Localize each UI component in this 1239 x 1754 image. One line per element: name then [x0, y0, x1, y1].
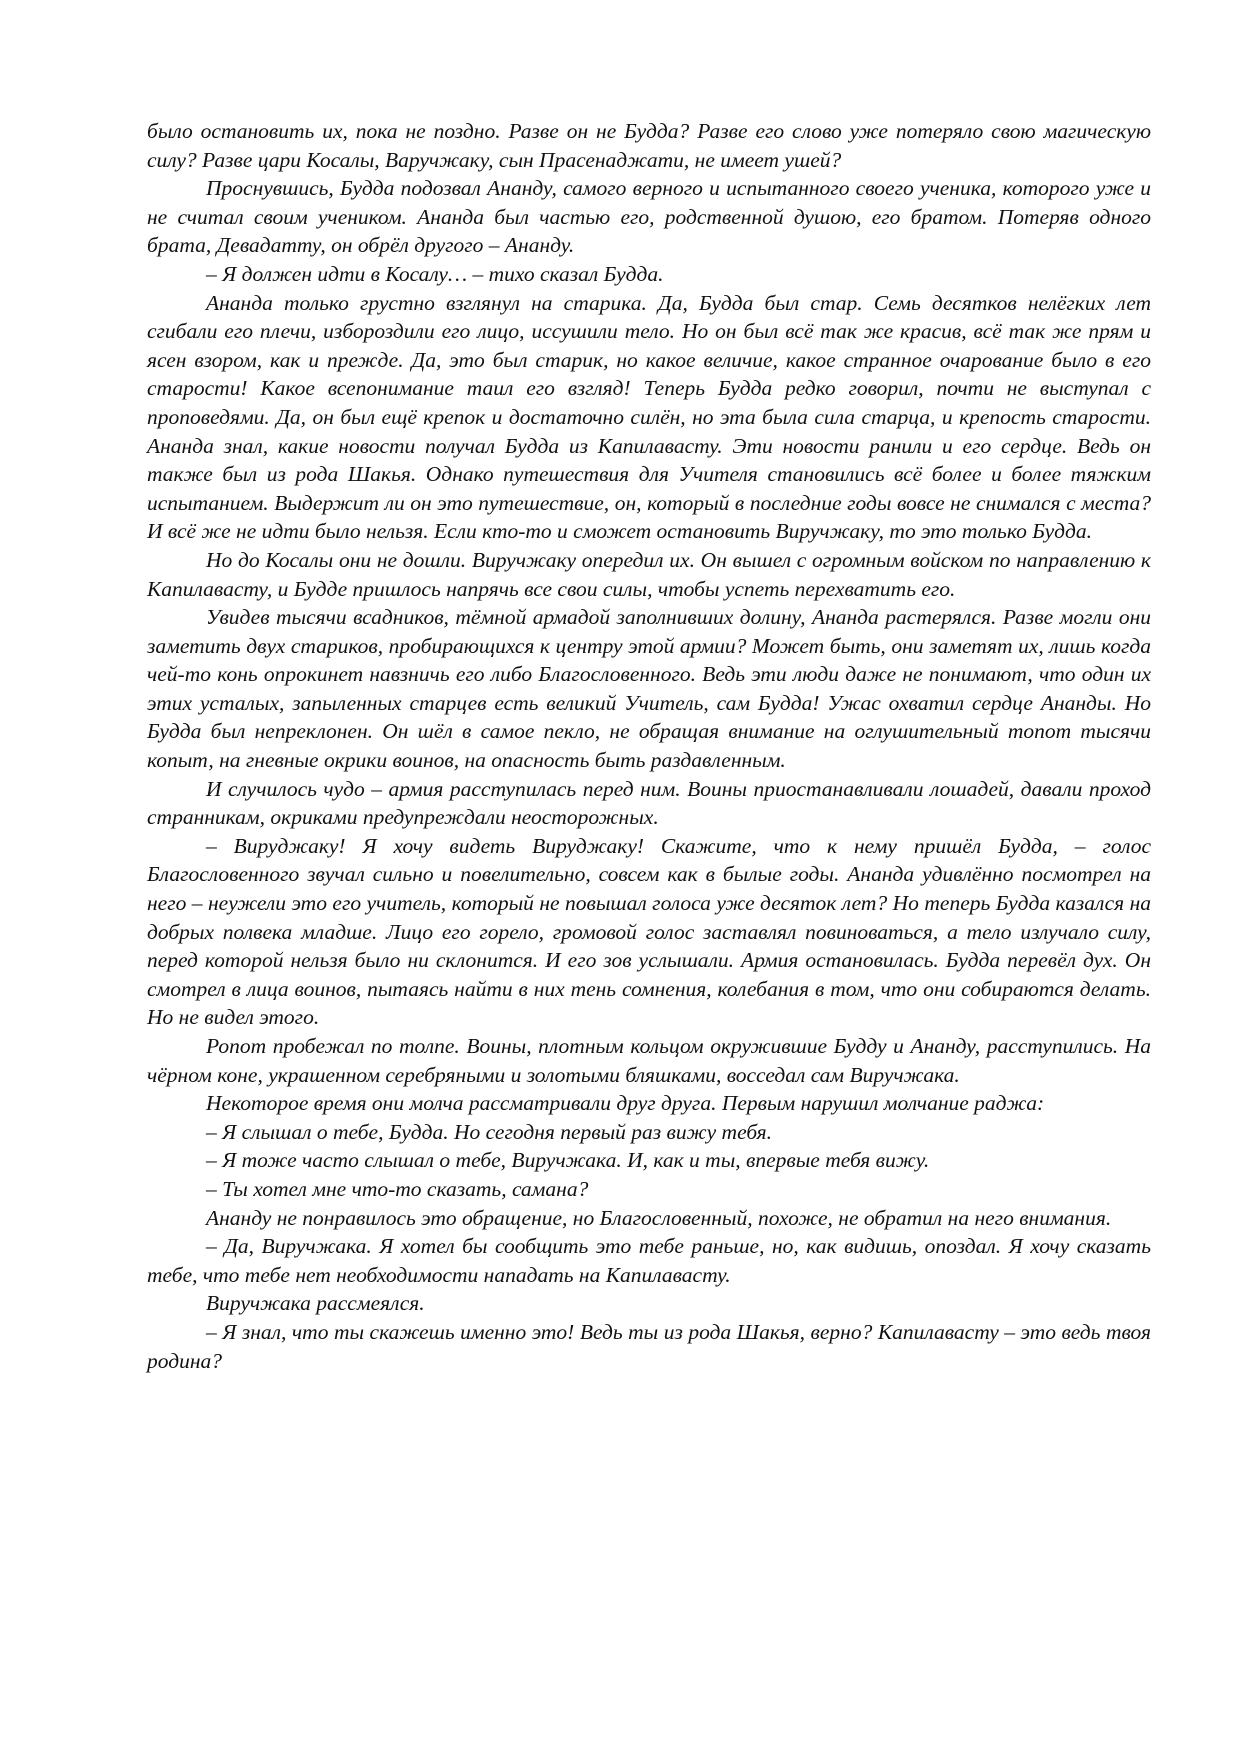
paragraph-12: – Я тоже часто слышал о тебе, Виручжака. И, как и ты, впервые тебя вижу.: [206, 1148, 930, 1173]
paragraph-1: было остановить их, пока не поздно. Разве он не Будда? Разве его слово уже потеряло свою магическую силу? Разве цари Косалы, Варучжаку, сын Прасенаджати, не имеет ушей?: [147, 119, 1151, 172]
paragraph-13: – Ты хотел мне что-то сказать, самана?: [206, 1176, 589, 1201]
paragraph-6: Увидев тысячи всадников, тёмной армадой заполнивших долину, Ананда растерялся. Разве могли они заметить двух стариков, пробирающихся к центру этой армии? Может быть, они заметят их, лишь когда чей-то конь опрокинет навзничь его либо Благословенного. Ведь эти люди даже не понимают, что один их этих усталых, запыленных старцев есть великий Учитель, сам Будда! Ужас охватил сердце Ананды. Но Будда был непреклонен. Он шёл в самое пекло, не обращая внимание на оглушительный топот тысячи копыт, на гневные окрики воинов, на опасность быть раздавленным.: [147, 605, 1151, 773]
paragraph-5: Но до Косалы они не дошли. Виручжаку опередил их. Он вышел с огромным войском по направлению к Капилавасту, и Будде пришлось напрячь все свои силы, чтобы успеть перехватить его.: [147, 547, 1151, 601]
paragraph-10: Некоторое время они молча рассматривали друг друга. Первым нарушил молчание раджа:: [206, 1091, 1045, 1116]
document-page: [147, 117, 1151, 1375]
paragraph-11: – Я слышал о тебе, Будда. Но сегодня первый раз вижу тебя.: [206, 1119, 772, 1144]
paragraph-9: Ропот пробежал по толпе. Воины, плотным кольцом окружившие Будду и Ананду, расступились. На чёрном коне, украшенном серебряными и золотыми бляшками, восседал сам Виручжака.: [147, 1034, 1151, 1087]
paragraph-8: – Вируджаку! Я хочу видеть Вируджаку! Скажите, что к нему пришёл Будда, – голос Благословенного звучал сильно и повелительно, совсем как в былые годы. Ананда удивлённо посмотрел на него – неужели это его учитель, который не повышал голоса уже десяток лет? Но теперь Будда казался на добрых полвека младше. Лицо его горело, громовой голос заставлял повиноваться, а тело излучало силу, перед которой нельзя было ни склонится. И его зов услышали. Армия остановилась. Будда перевёл дух. Он смотрел в лица воинов, пытаясь найти в них тень сомнения, колебания в том, что они собираются делать. Но не видел этого.: [147, 833, 1151, 1030]
paragraph-15: – Да, Виручжака. Я хотел бы сообщить это тебе раньше, но, как видишь, опоздал. Я хочу сказать тебе, что тебе нет необходимости нападать на Капилавасту.: [147, 1234, 1151, 1287]
paragraph-17: – Я знал, что ты скажешь именно это! Ведь ты из рода Шакья, верно? Капилавасту – это ведь твоя родина?: [147, 1319, 1151, 1373]
paragraph-3: – Я должен идти в Косалу… – тихо сказал Будда.: [206, 261, 664, 286]
paragraph-4: Ананда только грустно взглянул на старика. Да, Будда был стар. Семь десятков нелёгких лет сгибали его плечи, избороздили его лицо, иссушили тело. Но он был всё так же красив, всё так же прям и ясен взором, как и прежде. Да, это был старик, но какое величие, какое странное очарование было в его старости! Какое всепонимание таил его взгляд! Теперь Будда редко говорил, почти не выступал с проповедями. Да, он был ещё крепок и достаточно силён, но эта была сила старца, и крепость старости. Ананда знал, какие новости получал Будда из Капилавасту. Эти новости ранили и его сердце. Ведь он также был из рода Шакья. Однако путешествия для Учителя становились всё более и более тяжким испытанием. Выдержит ли он это путешествие, он, который в последние годы вовсе не снимался с места? И всё же не идти было нельзя. Если кто-то и сможет остановить Виручжаку, то это только Будда.: [147, 290, 1151, 544]
paragraph-16: Виручжака рассмеялся.: [206, 1291, 425, 1316]
paragraph-7: И случилось чудо – армия расступилась перед ним. Воины приостанавливали лошадей, давали проход странникам, окриками предупреждали неосторожных.: [147, 776, 1151, 830]
paragraph-14: Ананду не понравилось это обращение, но Благословенный, похоже, не обратил на него внимания.: [206, 1205, 1112, 1230]
paragraph-2: Проснувшись, Будда подозвал Ананду, самого верного и испытанного своего ученика, которого уже и не считал своим учеником. Ананда был частью его, родственной душою, его братом. Потеряв одного брата, Девадатту, он обрёл другого – Ананду.: [147, 176, 1151, 258]
